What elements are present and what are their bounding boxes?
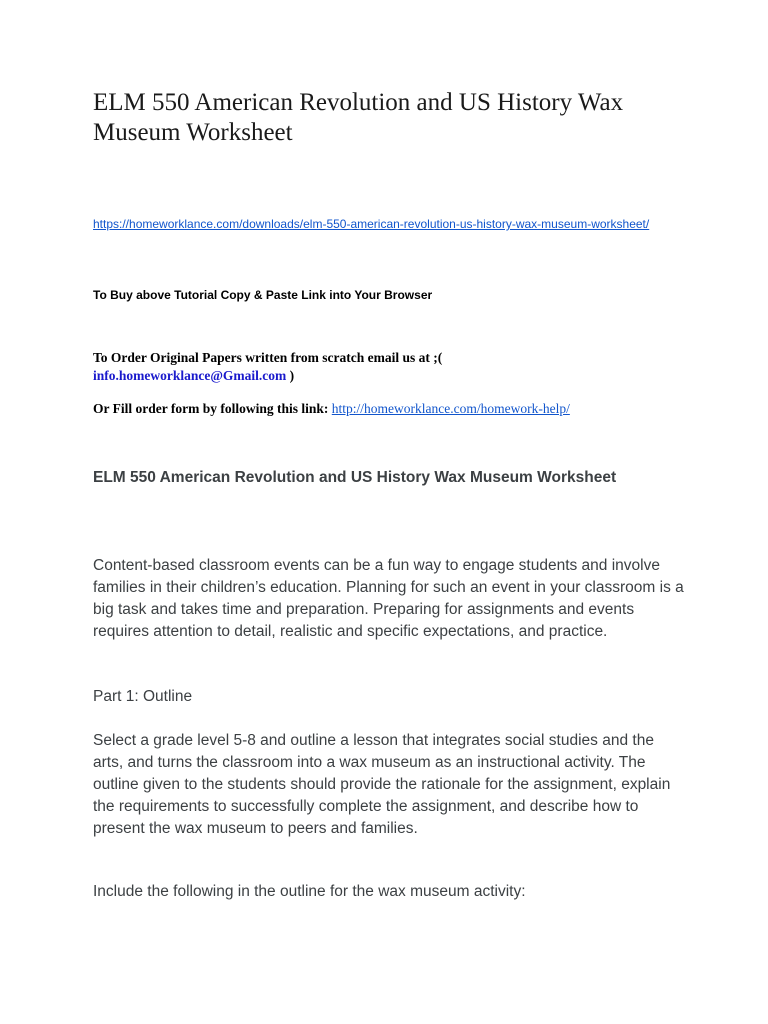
document-title: ELM 550 American Revolution and US History Wax Museum Worksheet bbox=[93, 89, 624, 146]
order-form-line bbox=[93, 400, 713, 418]
outline-paragraph: Select a grade level 5-8 and outline a lesson that integrates social studies and the arts, and turns the classroom into a wax museum as an instructional activity. The outline given to the students should provide the rationale for the assignment, explain the requirements to successfully complete the assignment, and describe how to present the wax museum to peers and families. bbox=[93, 732, 671, 837]
section-heading: ELM 550 American Revolution and US History Wax Museum Worksheet bbox=[93, 469, 617, 486]
download-link[interactable]: https://homeworklance.com/downloads/elm-550-american-revolution-us-history-wax-museum-worksheet/ bbox=[93, 217, 650, 231]
order-form-link[interactable]: http://homeworklance.com/homework-help/ bbox=[331, 401, 570, 416]
part-heading: Part 1: Outline bbox=[93, 688, 193, 705]
buy-instructions: To Buy above Tutorial Copy & Paste Link into Your Browser bbox=[93, 288, 433, 302]
include-paragraph: Include the following in the outline for the wax museum activity: bbox=[93, 883, 526, 900]
order-text: To Order Original Papers written from scratch email us at ;( bbox=[93, 350, 443, 365]
order-email-link[interactable]: info.homeworklance@Gmail.com bbox=[93, 368, 287, 383]
order-close-paren: ) bbox=[286, 368, 295, 383]
intro-paragraph: Content-based classroom events can be a fun way to engage students and involve families in their children’s education. Planning for such an event in your classroom is a big task and takes time and preparation. Preparing for assignments and events requires attention to detail, realistic and specific expectations, and practice. bbox=[93, 557, 684, 640]
order-instructions bbox=[93, 349, 693, 385]
order-form-label: Or Fill order form by following this link: bbox=[93, 401, 329, 416]
